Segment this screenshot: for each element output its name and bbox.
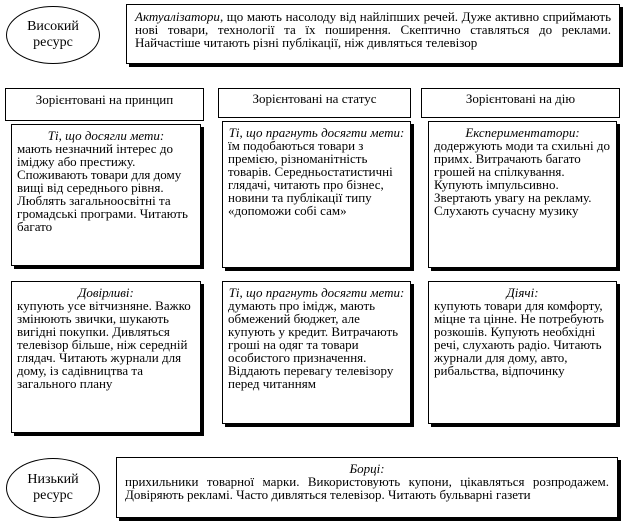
achievers-text: мають незначний інтерес до іміджу або престижу. Споживають товари для дому вищі від середнього рівня. Люблять загальноосвітні та громадські програми. Читають багато xyxy=(17,141,188,234)
strivers-lower-text: думають про імідж, мають обмежений бюджет, але купують у кредит. Витрачають гроші на одяг та товари особистого призначення. Віддають перевагу телевізору перед читанням xyxy=(228,298,399,391)
strugglers-title: Борці: xyxy=(349,461,385,476)
makers-box xyxy=(428,281,617,424)
makers-text: купують товари для комфорту, міцне та цінне. Не потребують розкошів. Купують необхідні речі, слухають радіо. Читають журнали для дому, авто, рибальства, відпочинку xyxy=(434,298,604,378)
high-resource-oval xyxy=(6,6,100,64)
experiencers-title: Експериментатори: xyxy=(465,125,580,140)
achievers-title: Ті, що досягли мети: xyxy=(47,128,165,143)
achievers-box xyxy=(11,124,201,266)
strugglers-box xyxy=(116,457,618,518)
strivers-lower-title: Ті, що прагнуть досягти мети: xyxy=(228,285,405,300)
makers-title: Діячі: xyxy=(506,285,539,300)
believers-title: Довірливі: xyxy=(78,285,134,300)
header-principle xyxy=(5,88,204,121)
actualizers-description: , що мають насолоду від найліпших речей. Дуже активно сприймають нові товари, технології та їх поширення. Скептично ставляться до реклами. Найчастіше читають різні публікації, ніж дивляться телевізор xyxy=(135,9,611,50)
strivers-lower-box xyxy=(222,281,411,424)
header-action xyxy=(421,88,620,118)
header-principle-label: Зорієнтовані на принцип xyxy=(35,92,174,107)
believers-text: купують усе вітчизняне. Важко змінюють звички, шукають вигідні покупки. Дивляться телевізор більше, ніж середній глядач. Читають журнали для дому, із садівництва та загального плану xyxy=(17,298,191,391)
header-status-label: Зорієнтовані на статус xyxy=(252,91,377,106)
believers-box xyxy=(11,281,201,433)
header-status xyxy=(218,88,411,118)
actualizers-title: Актуалізатори xyxy=(135,9,220,24)
strivers-upper-text: їм подобаються товари з премією, різноманітність товарів. Середньостатистичні глядачі, читають про бізнес, новини та публікації типу «допоможи собі сам» xyxy=(228,138,393,218)
actualizers-text-wrap xyxy=(135,10,611,49)
header-action-label: Зорієнтовані на дію xyxy=(465,91,576,106)
strivers-upper-box xyxy=(222,121,411,268)
strivers-upper-title: Ті, що прагнуть досягти мети: xyxy=(228,125,405,140)
experiencers-box xyxy=(428,121,617,268)
low-resource-oval xyxy=(6,458,100,518)
low-resource-label: Низький ресурс xyxy=(27,472,79,503)
actualizers-box xyxy=(126,4,620,64)
experiencers-text: додержують моди та схильні до примх. Витрачають багато грошей на спілкування. Купують імпульсивно. Звертають увагу на рекламу. Слухають сучасну музику xyxy=(434,138,610,218)
strugglers-text: прихильники товарної марки. Використовують купони, цікавляться розпродажем. Довіряють рекламі. Часто дивляться телевізор. Читають бульварні газети xyxy=(125,474,609,502)
high-resource-label: Високий ресурс xyxy=(27,19,79,50)
